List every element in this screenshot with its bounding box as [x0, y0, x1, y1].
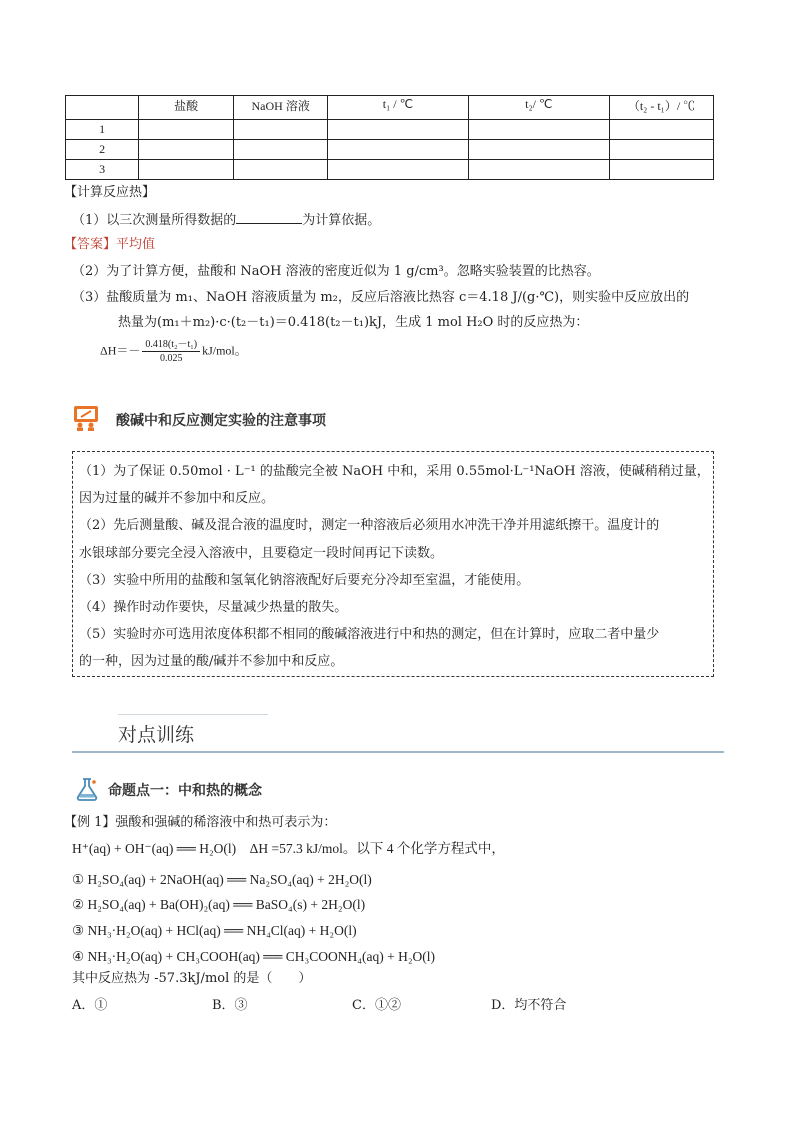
title-decoration — [118, 714, 268, 715]
table-header: NaOH 溶液 — [234, 96, 328, 120]
question-3-line1: （3）盐酸质量为 m₁、NaOH 溶液质量为 m₂，反应后溶液比热容 c＝4.18 J/(g·℃)，则实验中反应放出的 — [72, 290, 690, 305]
note-line: （1）为了保证 0.50mol · L⁻¹ 的盐酸完全被 NaOH 中和，采用 0.55mol·L⁻¹NaOH 溶液，使碱稍稍过量， — [79, 464, 710, 479]
table-cell — [610, 160, 714, 180]
formula-numerator: 0.418(t₂－t₁) — [142, 338, 200, 352]
table-cell — [234, 120, 328, 140]
table-cell: 2 — [66, 140, 139, 160]
option-c[interactable]: C．①② — [352, 998, 401, 1013]
table-cell — [468, 120, 609, 140]
table-cell — [139, 140, 234, 160]
note-line: （2）先后测量酸、碱及混合液的温度时，测定一种溶液后必须用水冲洗干净并用滤纸擦干。温度计的 — [79, 518, 660, 534]
table-cell: 3 — [66, 160, 139, 180]
example-question: 其中反应热为 -57.3kJ/mol 的是（ ） — [72, 971, 312, 986]
note-line: （3）实验中所用的盐酸和氢氧化钠溶液配好后要充分冷却至室温，才能使用。 — [79, 572, 530, 588]
flask-icon — [74, 776, 100, 802]
base-equation: H⁺(aq) + OH⁻(aq) ══ H₂O(l) ΔH =57.3 kJ/mol。以下 4 个化学方程式中， — [72, 841, 505, 856]
answer-blank — [236, 211, 302, 224]
table-cell — [234, 160, 328, 180]
table-header: t₂/ ℃ — [468, 96, 609, 120]
note-line: （5）实验时亦可选用浓度体积都不相同的酸碱溶液进行中和热的测定，但在计算时，应取二者中量少 — [79, 627, 660, 643]
table-cell — [234, 140, 328, 160]
option-b[interactable]: B．③ — [212, 998, 248, 1013]
equation-1: ① H₂SO₄(aq) + 2NaOH(aq) ══ Na₂SO₄(aq) + 2H₂O(l) — [72, 872, 372, 887]
formula-denominator: 0.025 — [159, 353, 183, 364]
table-cell — [328, 160, 468, 180]
table-cell: 1 — [66, 120, 139, 140]
table-cell — [328, 140, 468, 160]
table-row — [66, 160, 714, 180]
option-d[interactable]: D．均不符合 — [491, 998, 567, 1013]
option-a[interactable]: A．① — [72, 998, 108, 1013]
table-header — [66, 96, 139, 120]
table-cell — [468, 160, 609, 180]
notes-title: 酸碱中和反应测定实验的注意事项 — [116, 413, 326, 429]
question-2: （2）为了计算方便，盐酸和 NaOH 溶液的密度近似为 1 g/cm³。忽略实验装置的比热容。 — [72, 264, 600, 279]
formula-unit: kJ/mol。 — [202, 343, 247, 358]
table-cell — [139, 120, 234, 140]
reaction-heat-formula — [100, 338, 247, 365]
table-header: t₁ / ℃ — [328, 96, 468, 120]
answer-line — [64, 236, 155, 254]
note-line: 的一种，因为过量的酸/碱并不参加中和反应。 — [79, 654, 344, 670]
table-row — [66, 120, 714, 140]
table-header: （t₂ - t₁）/ ℃ — [610, 96, 714, 120]
q1-prefix: （1）以三次测量所得数据的 — [72, 213, 237, 228]
equation-2: ② H₂SO₄(aq) + Ba(OH)₂(aq) ══ BaSO₄(s) + 2H₂O(l) — [72, 897, 366, 912]
q1-suffix: 为计算依据。 — [302, 213, 381, 228]
note-line: 水银球部分要完全浸入溶液中，且要稳定一段时间再记下读数。 — [79, 545, 444, 561]
table-cell — [610, 120, 714, 140]
question-3-line2: 热量为(m₁＋m₂)·c·(t₂－t₁)＝0.418(t₂－t₁)kJ，生成 1 mol H₂O 时的反应热为： — [118, 315, 589, 330]
table-header: 盐酸 — [139, 96, 234, 120]
example-intro: 【例 1】强酸和强碱的稀溶液中和热可表示为： — [64, 815, 337, 830]
table-cell — [468, 140, 609, 160]
answer-tag: 【答案】 — [64, 237, 117, 252]
question-1 — [72, 211, 380, 230]
section-title-bar — [72, 722, 724, 753]
table-row — [66, 140, 714, 160]
table-cell — [328, 120, 468, 140]
answer-text: 平均值 — [116, 237, 156, 252]
notes-box — [72, 451, 714, 677]
calc-heading: 【计算反应热】 — [64, 185, 156, 200]
formula-fraction — [142, 338, 200, 365]
data-table — [65, 95, 714, 180]
topic-title: 命题点一：中和热的概念 — [108, 783, 262, 799]
note-line: 因为过量的碱并不参加中和反应。 — [79, 491, 275, 507]
table-cell — [139, 160, 234, 180]
teacher-icon — [73, 405, 99, 431]
equation-3: ③ NH₃·H₂O(aq) + HCl(aq) ══ NH₄Cl(aq) + H₂O(l) — [72, 923, 357, 938]
equation-4: ④ NH₃·H₂O(aq) + CH₃COOH(aq) ══ CH₃COONH₄(aq) + H₂O(l) — [72, 949, 436, 964]
table-cell — [610, 140, 714, 160]
note-line: （4）操作时动作要快，尽量减少热量的散失。 — [79, 600, 348, 616]
section-title: 对点训练 — [118, 724, 195, 746]
formula-lhs: ΔH＝－ — [100, 343, 141, 358]
